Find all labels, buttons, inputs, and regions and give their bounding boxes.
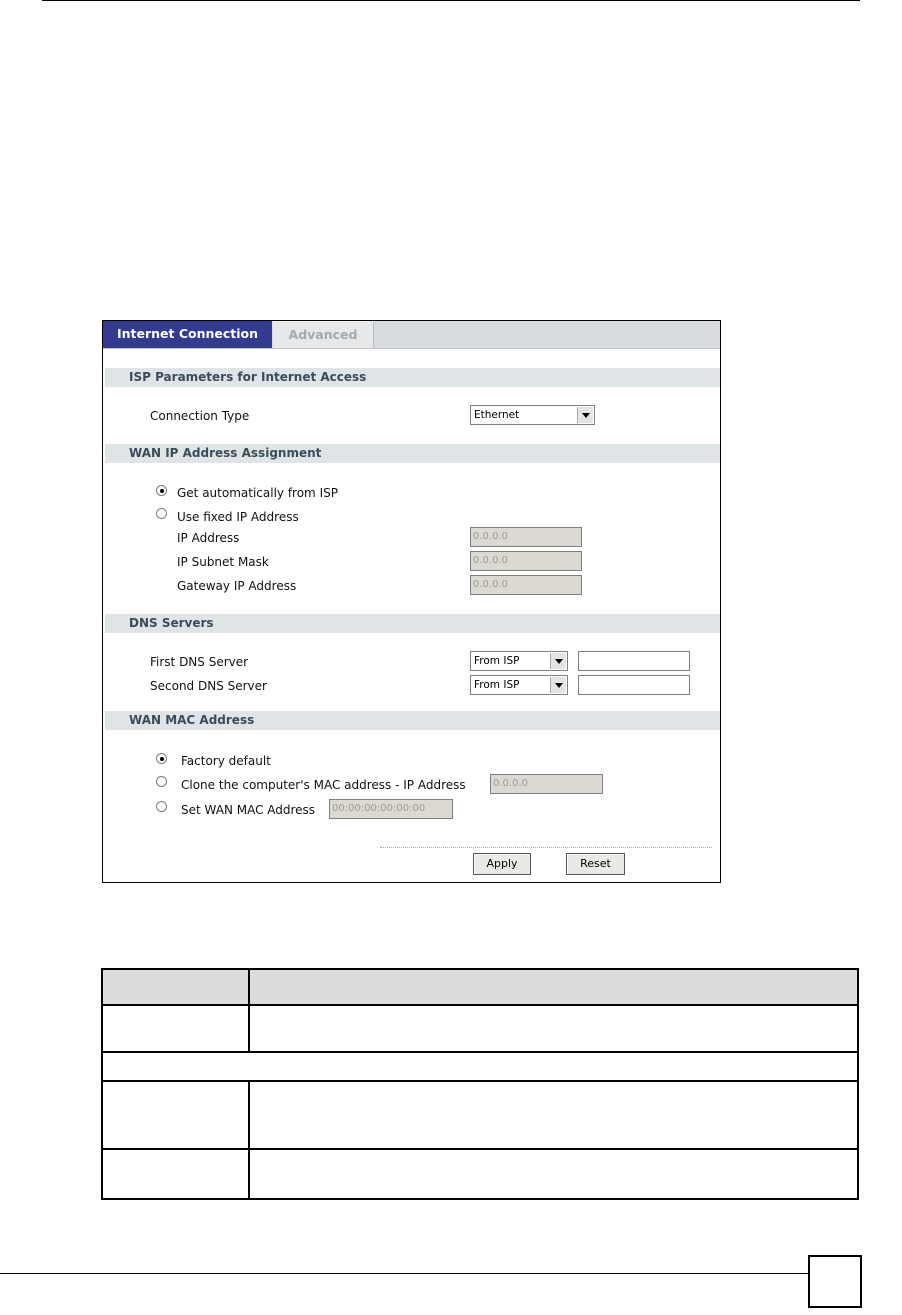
chevron-down-icon xyxy=(550,677,566,693)
table-rule xyxy=(101,1080,859,1082)
screenshot-panel xyxy=(102,320,721,883)
table-rule xyxy=(101,968,103,1200)
chevron-down-icon xyxy=(577,407,593,423)
ip-address-input[interactable]: 0.0.0.0 xyxy=(470,527,582,547)
ip-subnet-mask-input[interactable]: 0.0.0.0 xyxy=(470,551,582,571)
description-table xyxy=(101,968,859,1200)
section-isp-header: ISP Parameters for Internet Access xyxy=(105,368,720,387)
table-rule xyxy=(857,968,859,1200)
radio-use-fixed-ip[interactable] xyxy=(156,508,167,519)
set-wan-mac-label: Set WAN MAC Address xyxy=(181,803,316,817)
table-rule xyxy=(101,1148,859,1150)
first-dns-value: From ISP xyxy=(474,655,520,667)
gateway-ip-input[interactable]: 0.0.0.0 xyxy=(470,575,582,595)
radio-factory-default[interactable] xyxy=(156,753,167,764)
set-wan-mac-input[interactable]: 00:00:00:00:00:00 xyxy=(329,799,453,819)
second-dns-value: From ISP xyxy=(474,679,520,691)
radio-set-wan-mac[interactable] xyxy=(156,801,167,812)
second-dns-label: Second DNS Server xyxy=(150,679,267,693)
radio-clone-mac[interactable] xyxy=(156,776,167,787)
connection-type-label: Connection Type xyxy=(150,409,250,423)
use-fixed-ip-label: Use fixed IP Address xyxy=(177,510,299,524)
table-rule xyxy=(101,1198,859,1200)
tab-bar xyxy=(103,321,720,349)
page-number-box xyxy=(808,1255,862,1308)
section-wan-mac-header: WAN MAC Address xyxy=(105,711,720,730)
second-dns-input[interactable] xyxy=(578,675,690,695)
clone-mac-label: Clone the computer's MAC address - IP Address xyxy=(181,778,466,792)
section-wan-ip-header: WAN IP Address Assignment xyxy=(105,444,720,463)
apply-button[interactable]: Apply xyxy=(473,853,531,875)
table-header-row xyxy=(101,968,859,1004)
ip-address-label: IP Address xyxy=(177,531,240,545)
factory-default-label: Factory default xyxy=(181,754,271,768)
first-dns-input[interactable] xyxy=(578,651,690,671)
table-rule xyxy=(101,968,859,970)
gateway-ip-label: Gateway IP Address xyxy=(177,579,297,593)
first-dns-label: First DNS Server xyxy=(150,655,249,669)
ip-subnet-mask-label: IP Subnet Mask xyxy=(177,555,269,569)
table-rule xyxy=(101,1004,859,1006)
section-dns-header: DNS Servers xyxy=(105,614,720,633)
divider xyxy=(380,847,712,848)
radio-get-automatically[interactable] xyxy=(156,485,167,496)
connection-type-select[interactable] xyxy=(470,405,595,425)
table-rule xyxy=(248,1080,250,1200)
first-dns-select[interactable] xyxy=(470,651,568,671)
second-dns-select[interactable] xyxy=(470,675,568,695)
table-rule xyxy=(101,1051,859,1053)
table-rule xyxy=(248,968,250,1052)
tab-internet-connection[interactable]: Internet Connection xyxy=(103,321,272,348)
get-automatically-label: Get automatically from ISP xyxy=(177,486,338,500)
top-rule xyxy=(42,0,860,1)
connection-type-value: Ethernet xyxy=(474,409,520,421)
tab-advanced[interactable]: Advanced xyxy=(273,321,374,348)
reset-button[interactable]: Reset xyxy=(566,853,625,875)
clone-ip-input[interactable]: 0.0.0.0 xyxy=(490,774,603,794)
footer-rule xyxy=(0,1273,808,1274)
chevron-down-icon xyxy=(550,653,566,669)
